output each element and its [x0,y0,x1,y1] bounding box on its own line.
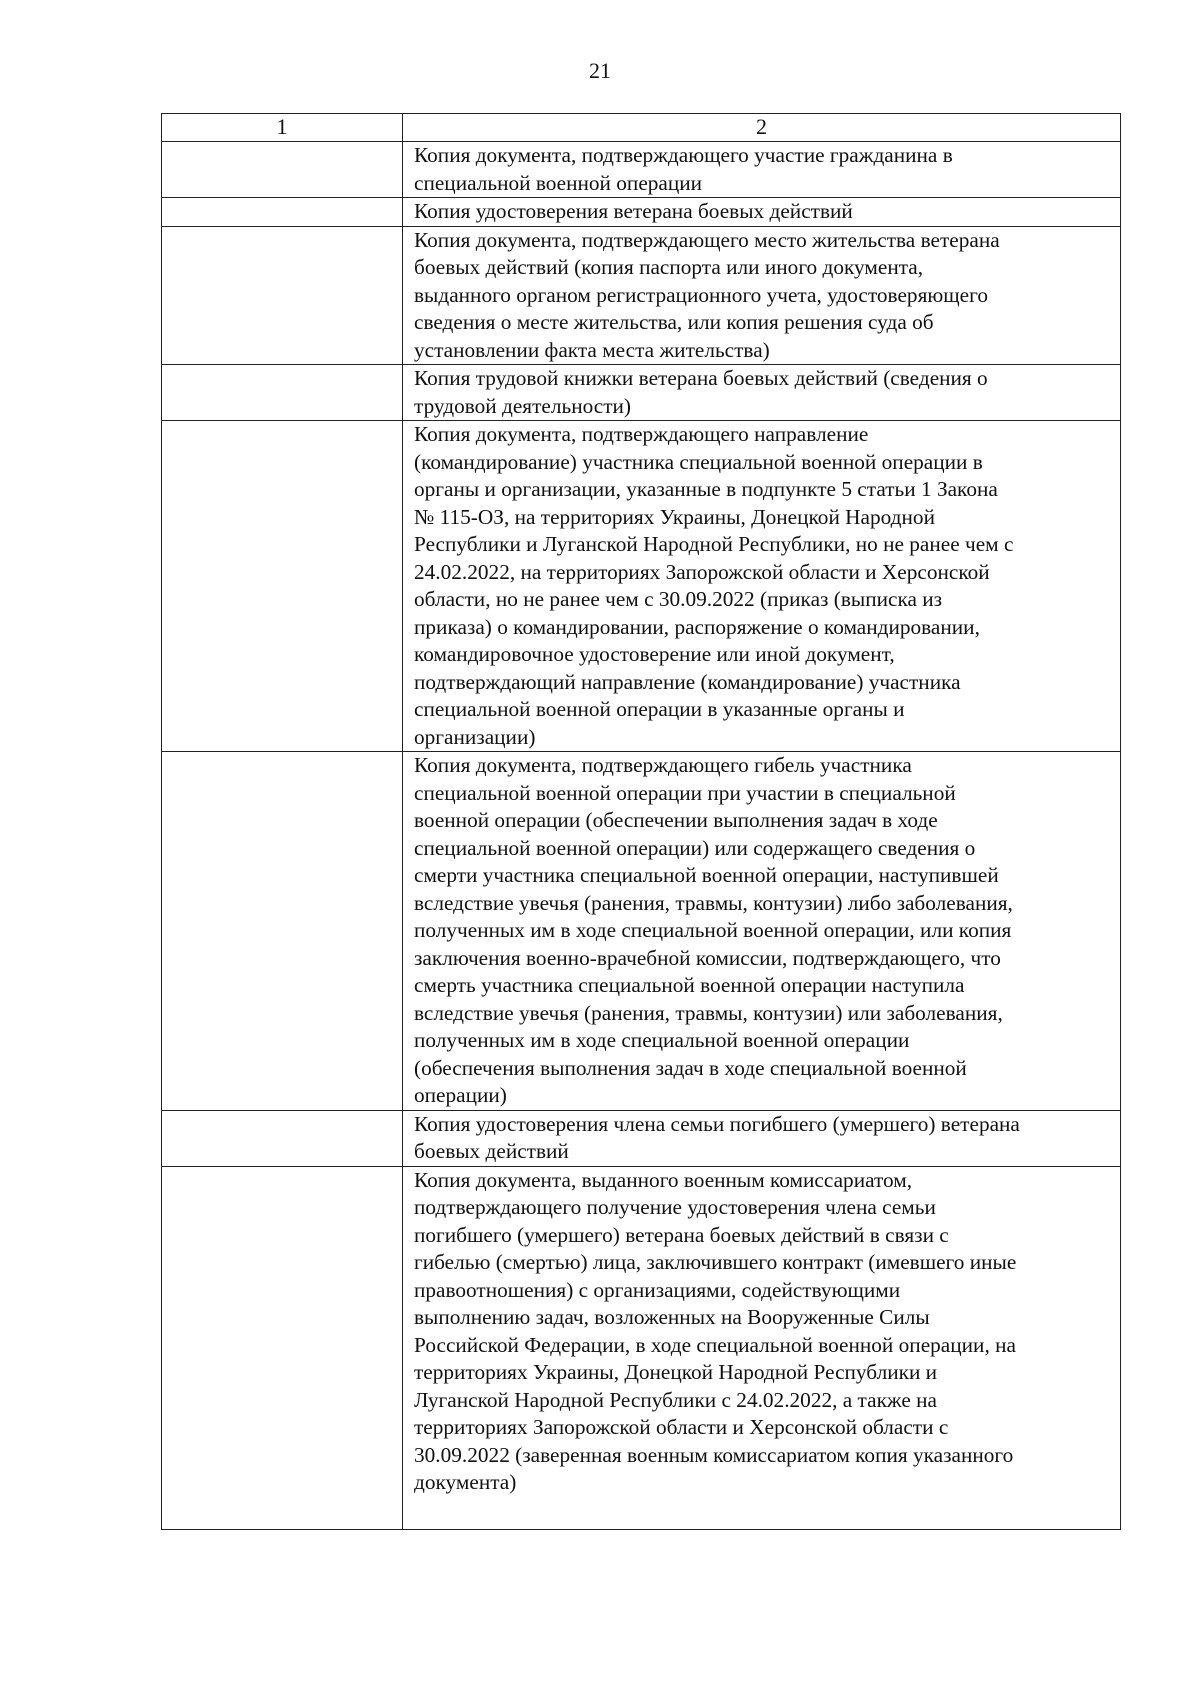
page-number: 21 [589,58,611,83]
column-header-2: 2 [403,114,1121,142]
table-row [162,421,1121,752]
document-table [161,113,1121,1530]
document-description-text: Копия удостоверения ветерана боевых действий [414,199,853,223]
row-number-cell [162,142,403,198]
table-row [162,142,1121,198]
document-description-cell [403,1166,1121,1529]
document-description-text: Копия документа, подтверждающего направление (командирование) участника специальной военной операции в органы и организации, указанные в подпункте 5 статьи 1 Закона № 115-ОЗ, на территориях Украины, Донецкой Народной Республики и Луганской Народной Республики, но не ранее чем с 24.02.2022, на территориях Запорожской области и Херсонской области, но не ранее чем с 30.09.2022 (приказ (выписка из приказа) о командировании, распоряжение о командировании, командировочное удостоверение или иной документ, подтверждающий направление (командирование) участника специальной военной операции в указанные органы и организации) [414,422,1014,749]
row-number-cell [162,198,403,227]
document-description-cell [403,752,1121,1111]
row-number-cell [162,365,403,421]
document-description-text: Копия документа, подтверждающего гибель участника специальной военной операции при участии в специальной военной операции (обеспечении выполнения задач в ходе специальной военной операции) или содержащего сведения о смерти участника специальной военной операции, наступившей вследствие увечья (ранения, травмы, контузии) либо заболевания, полученных им в ходе специальной военной операции, или копия заключения военно-врачебной комиссии, подтверждающего, что смерть участника специальной военной операции наступила вследствие увечья (ранения, травмы, контузии) или заболевания, полученных им в ходе специальной военной операции (обеспечения выполнения задач в ходе специальной военной операции) [414,753,1013,1107]
document-description-cell [403,198,1121,227]
table-row [162,198,1121,227]
table-row [162,1166,1121,1529]
document-description-cell [403,226,1121,365]
row-number-cell [162,421,403,752]
table-header-row [162,114,1121,142]
document-description-cell [403,365,1121,421]
table-row [162,226,1121,365]
document-description-text: Копия документа, подтверждающего участие гражданина в специальной военной операции [414,143,953,195]
table-row [162,752,1121,1111]
document-description-text: Копия документа, выданного военным комиссариатом, подтверждающего получение удостоверения члена семьи погибшего (умершего) ветерана боевых действий в связи с гибелью (смертью) лица, заключившего контракт (имевшего иные правоотношения) с организациями, содействующими выполнению задач, возложенных на Вооруженные Силы Российской Федерации, в ходе специальной военной операции, на территориях Украины, Донецкой Народной Республики и Луганской Народной Республики с 24.02.2022, а также на территориях Запорожской области и Херсонской области с 30.09.2022 (заверенная военным комиссариатом копия указанного документа) [414,1167,1017,1494]
document-description-cell [403,142,1121,198]
table-row [162,365,1121,421]
row-number-cell [162,1166,403,1529]
row-number-cell [162,752,403,1111]
document-description-cell [403,1110,1121,1166]
row-number-cell [162,226,403,365]
row-number-cell [162,1110,403,1166]
document-description-text: Копия документа, подтверждающего место жительства ветерана боевых действий (копия паспорта или иного документа, выданного органом регистрационного учета, удостоверяющего сведения о месте жительства, или копия решения суда об установлении факта места жительства) [414,227,1000,362]
document-description-cell [403,421,1121,752]
document-description-text: Копия удостоверения члена семьи погибшего (умершего) ветерана боевых действий [414,1111,1020,1163]
document-description-text: Копия трудовой книжки ветерана боевых действий (сведения о трудовой деятельности) [414,366,988,418]
table-row [162,1110,1121,1166]
row-number-text [162,1167,402,1199]
column-header-1: 1 [162,114,403,142]
